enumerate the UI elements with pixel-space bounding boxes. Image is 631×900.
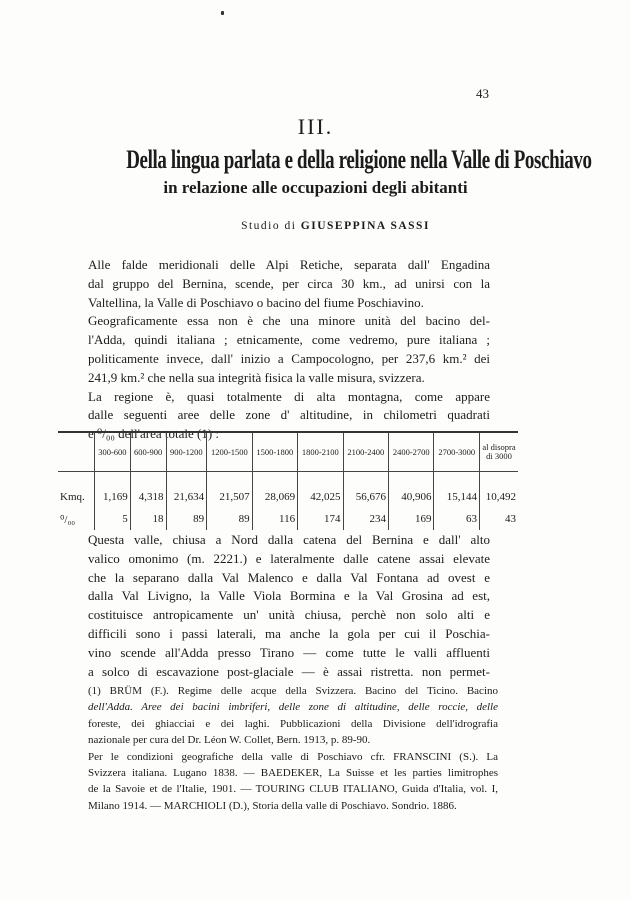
article-subtitle: in relazione alle occupazioni degli abitanti — [163, 178, 468, 197]
table-cell: 4,318 — [130, 486, 166, 508]
table-cell: 40,906 — [389, 486, 434, 508]
article-title: Della lingua parlata e della religione nella Valle di Poschiavo — [126, 145, 592, 174]
intro-text — [88, 256, 490, 444]
table-header: 900-1200 — [166, 432, 207, 472]
table-header: 2700-3000 — [434, 432, 480, 472]
footnote-line: dell'Adda. Aree dei bacini imbriferi, delle zone di altitudine, delle roccie, delle — [88, 701, 498, 714]
table-cell: 21,634 — [166, 486, 207, 508]
text-line: Geograficamente essa non è che una minore unità del bacino del- — [88, 313, 490, 329]
table-spacer — [58, 472, 518, 487]
footnote-line: Milano 1914. — MARCHIOLI (D.), Storia della valle di Poschiavo. Sondrio. 1886. — [88, 799, 457, 812]
table-header: 600-900 — [130, 432, 166, 472]
table-row — [58, 486, 518, 508]
author-name: GIUSEPPINA SASSI — [300, 220, 430, 232]
table-header: 300-600 — [95, 432, 131, 472]
table-header: 1200-1500 — [207, 432, 252, 472]
row-label: Kmq. — [60, 491, 85, 503]
footnote-line: Per le condizioni geografiche della valle di Poschiavo cfr. FRANSCINI (S.). La — [88, 750, 498, 763]
main-text — [88, 531, 490, 681]
text-line: Questa valle, chiusa a Nord dalla catena del Bernina e dall' alto — [88, 532, 490, 547]
footnote-line: de la Savoie et de l'Italie, 1901. — TOURING CLUB ITALIANO, Guida d'Italia, vol. I, — [88, 783, 498, 796]
text-line: a solco di escavazione post-glaciale — è assai ristretta. non permet- — [88, 663, 490, 679]
text-line: dal gruppo del Bernina, scende, per circa 30 km., ad unirsi con la — [88, 275, 490, 291]
text-line: l'Adda, quindi italiana ; etnicamente, come vedremo, pure italiana ; — [88, 332, 490, 348]
text-line: Valtellina, la Valle di Poschiavo o bacino del fiume Poschiavino. — [88, 294, 424, 310]
table-cell: 5 — [95, 508, 131, 530]
stray-mark — [221, 11, 224, 15]
text-line: costituisce antropicamente un' unità chiusa, perchè non solo alti e — [88, 607, 490, 623]
table-cell: 174 — [298, 508, 343, 530]
table-header: 1800-2100 — [298, 432, 343, 472]
table-cell: 18 — [130, 508, 166, 530]
table-cell: 28,069 — [252, 486, 297, 508]
table-cell: 169 — [389, 508, 434, 530]
text-line: La regione è, quasi totalmente di alta montagna, come appare — [88, 388, 490, 404]
text-line: difficili sono i passi laterali, ma anche la gola per cui il Poschia- — [88, 625, 490, 641]
footnote-line: (1) BRÜM (F.). Regime delle acque della Svizzera. Bacino del Ticino. Bacino — [88, 685, 498, 697]
table-cell: 10,492 — [480, 486, 519, 508]
table-header: 2400-2700 — [389, 432, 434, 472]
table-cell: 15,144 — [434, 486, 480, 508]
table-cell: 89 — [207, 508, 252, 530]
text-line: 241,9 km.² che nella sua integrità fisica la valle misura, svizzera. — [88, 369, 425, 385]
table-row — [58, 508, 518, 530]
author-line — [0, 220, 631, 232]
text-line: che la separano dalla Val Malenco e dalla Val Fontana ad ovest e — [88, 569, 490, 585]
author-prefix: Studio di — [241, 220, 297, 232]
text-line: Alle falde meridionali delle Alpi Retiche, separata dall' Engadina — [88, 257, 490, 272]
table-cell: 56,676 — [343, 486, 388, 508]
footnote-line: foreste, dei ghiacciai e dei laghi. Pubblicazioni della Divisione dell'idrografia — [88, 717, 498, 730]
table-header: 1500-1800 — [252, 432, 297, 472]
row-label: ⁰/₀₀ — [60, 513, 76, 526]
text-line: dalle seguenti aree delle zone d' altitudine, in chilometri quadrati — [88, 407, 490, 423]
table-cell: 63 — [434, 508, 480, 530]
text-line: dalla Val Livigno, la Valle Viola Bormina e la Val Grosina ad est, — [88, 588, 490, 604]
table-cell: 234 — [343, 508, 388, 530]
table-header: 2100-2400 — [343, 432, 388, 472]
table-corner — [58, 432, 95, 472]
altitude-table — [58, 431, 518, 530]
text-line: vino scende all'Adda presso Tirano — come tutte le valli affluenti — [88, 644, 490, 660]
chapter-number: III. — [297, 114, 334, 139]
text-line: politicamente invece, dall' inizio a Campocologno, per 237,6 km.² dei — [88, 350, 490, 366]
table-cell: 116 — [252, 508, 297, 530]
footnote-line: nazionale per cura del Dr. Léon W. Collet, Bern. 1913, p. 89-90. — [88, 734, 371, 747]
table-header: al disopra di 3000 — [480, 432, 519, 472]
table-cell: 42,025 — [298, 486, 343, 508]
text-line: e ⁰/₀₀ dell'area totale (1) : — [88, 426, 220, 442]
table-cell: 89 — [166, 508, 207, 530]
table-cell: 21,507 — [207, 486, 252, 508]
footnote-line: Svizzera italiana. Lugano 1838. — BAEDEKER, La Suisse et les parties limitrophes — [88, 767, 498, 780]
page-number: 43 — [476, 86, 489, 101]
text-line: valico omonimo (m. 2221.) e lateralmente dalle catene assai elevate — [88, 550, 490, 566]
table-header-row — [58, 432, 518, 472]
footnotes — [88, 683, 498, 814]
table-cell: 43 — [480, 508, 519, 530]
table-cell: 1,169 — [95, 486, 131, 508]
